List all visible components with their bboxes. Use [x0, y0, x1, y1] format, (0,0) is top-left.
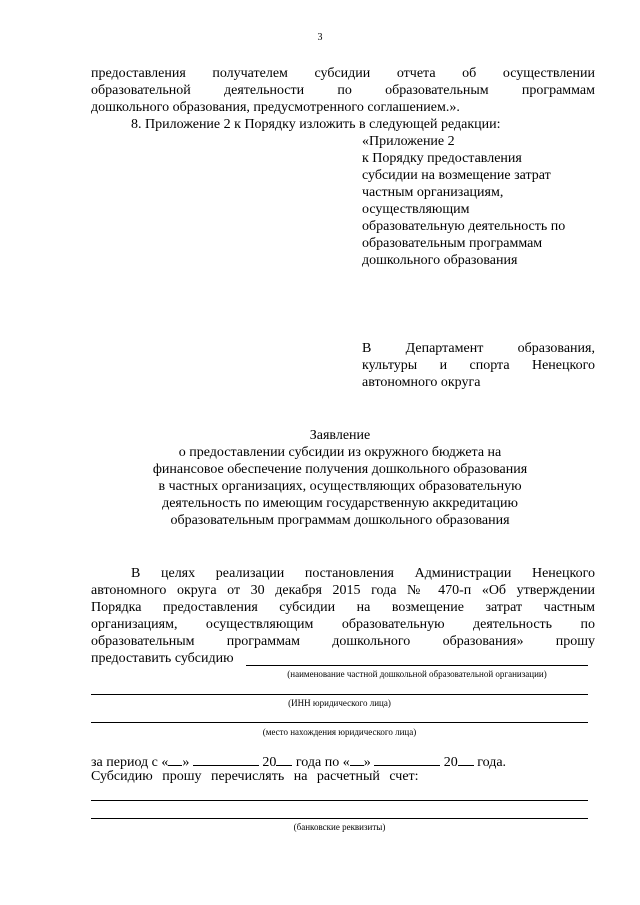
addressee-line-1: В Департамент образования,	[362, 341, 595, 356]
body-line-1: В целях реализации постановления Администрации Ненецкого	[131, 566, 595, 581]
bank-details-field-1[interactable]	[91, 800, 588, 801]
inn-field[interactable]	[91, 694, 588, 695]
period-text-2: »	[182, 755, 190, 770]
subtitle-line-1: о предоставлении субсидии из окружного бюджета на	[178, 445, 502, 460]
bank-details-field-2[interactable]	[91, 818, 588, 819]
addressee-line-2: культуры и спорта Ненецкого	[362, 358, 595, 373]
transfer-line: Субсидию прошу перечислять на расчетный счет:	[91, 769, 419, 784]
inn-caption: (ИНН юридического лица)	[288, 698, 391, 708]
location-field[interactable]	[91, 722, 588, 723]
period-start-month-field[interactable]	[193, 752, 259, 766]
addressee-line-3: автономного округа	[362, 375, 481, 390]
appendix-header-line-2: к Порядку предоставления	[362, 151, 522, 166]
body-line-3: Порядка предоставления субсидии на возмещение затрат частным	[91, 600, 595, 615]
document-title: Заявление	[309, 428, 371, 443]
period-end-day-field[interactable]	[350, 752, 364, 766]
period-text-4: года по «	[295, 755, 350, 770]
period-text-1: за период с «	[91, 755, 169, 770]
para1-line-1: предоставления получателем субсидии отчета об осуществлении	[91, 66, 595, 81]
appendix-header-line-4: частным организациям,	[362, 185, 504, 200]
appendix-header-line-8: дошкольного образования	[362, 253, 518, 268]
para1-line-2: образовательной деятельности по образовательным программам	[91, 83, 595, 98]
period-end-year-field[interactable]	[458, 752, 474, 766]
period-text-6: 20	[443, 755, 458, 770]
subtitle-line-3: в частных организациях, осуществляющих образовательную	[158, 479, 522, 494]
period-text-5: »	[363, 755, 371, 770]
subtitle-line-5: образовательным программам дошкольного образования	[170, 513, 510, 528]
request-prefix: предоставить субсидию	[91, 651, 234, 666]
body-line-4: организациям, осуществляющим образовательную деятельность по	[91, 617, 595, 632]
period-start-year-field[interactable]	[276, 752, 292, 766]
page-number: 3	[317, 32, 323, 43]
body-line-2: автономного округа от 30 декабря 2015 года № 470-п «Об утверждении	[91, 583, 595, 598]
body-line-5: образовательным программам дошкольного образования» прошу	[91, 634, 595, 649]
appendix-header-line-7: образовательным программам	[362, 236, 543, 251]
period-text-7: года.	[477, 755, 507, 770]
subtitle-line-2: финансовое обеспечение получения дошкольного образования	[152, 462, 528, 477]
appendix-header-line-1: «Приложение 2	[362, 134, 455, 149]
appendix-header-line-5: осуществляющим	[362, 202, 470, 217]
period-end-month-field[interactable]	[374, 752, 440, 766]
appendix-header-line-3: субсидии на возмещение затрат	[362, 168, 551, 183]
period-start-day-field[interactable]	[168, 752, 182, 766]
bank-details-caption: (банковские реквизиты)	[293, 822, 386, 832]
para2-line: 8. Приложение 2 к Порядку изложить в следующей редакции:	[131, 117, 501, 132]
org-name-caption: (наименование частной дошкольной образовательной организации)	[287, 669, 547, 679]
period-text-3: 20	[262, 755, 277, 770]
appendix-header-line-6: образовательную деятельность по	[362, 219, 566, 234]
org-name-field[interactable]	[246, 665, 588, 666]
location-caption: (место нахождения юридического лица)	[262, 727, 417, 737]
para1-line-3: дошкольного образования, предусмотренного соглашением.».	[91, 100, 460, 115]
subtitle-line-4: деятельность по имеющим государственную аккредитацию	[162, 496, 518, 511]
